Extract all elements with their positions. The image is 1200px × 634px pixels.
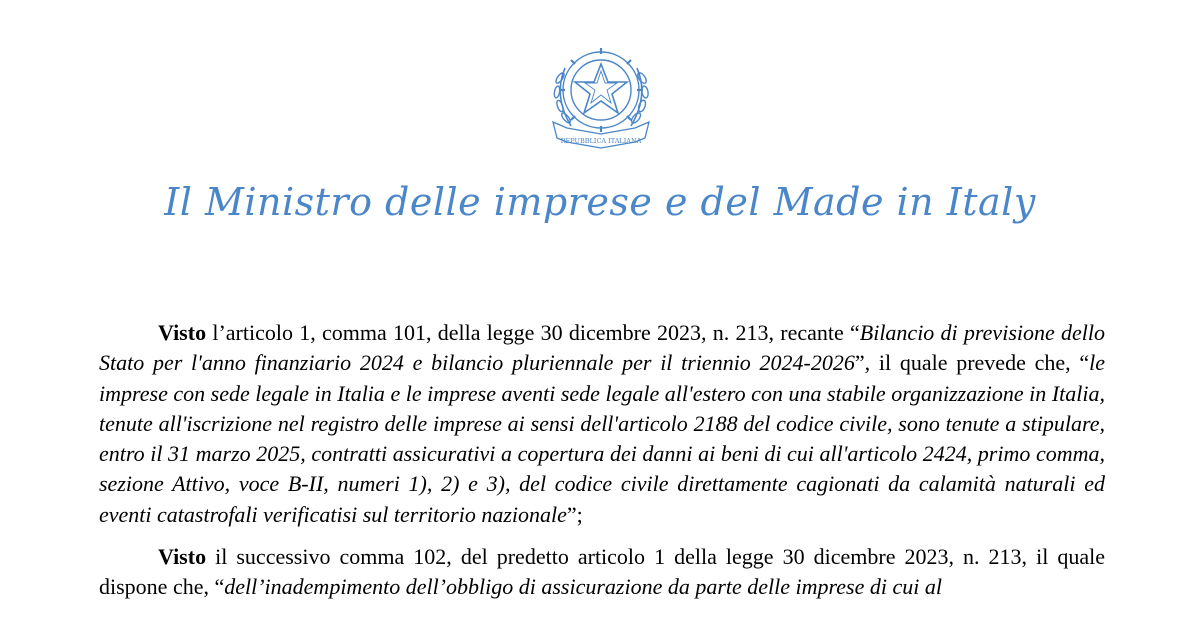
cited-quote: le imprese con sede legale in Italia e le imprese aventi sede legale all'estero con una stabile organizzazione in Italia, tenute all'iscrizione nel registro delle imprese ai sensi dell'articolo 2188 del codice civile, sono tenute a stipulare, entro il 31 marzo 2025, contratti assicurativi a copertura dei danni ai beni di cui all'articolo 2424, primo comma, sezione Attivo, voce B-II, numeri 1), 2) e 3), del codice civile direttamente cagionati da calamità naturali ed eventi catastrofali verificatisi sul territorio nazionale bbox=[99, 350, 1105, 527]
paragraph-text: ”, il quale prevede che, “ bbox=[854, 350, 1090, 376]
page-title: Il Ministro delle imprese e del Made in Italy bbox=[164, 180, 1036, 224]
svg-text:REPUBBLICA ITALIANA: REPUBBLICA ITALIANA bbox=[560, 137, 642, 145]
paragraph-lead: Visto bbox=[158, 544, 207, 570]
paragraph-2 bbox=[99, 542, 1105, 603]
paragraph-text: ”; bbox=[566, 501, 583, 527]
cited-title: Bilancio di previsione dello Stato per l'anno finanziario 2024 e bilancio pluriennale per il triennio 2024-2026 bbox=[99, 320, 1105, 376]
paragraph-1 bbox=[99, 318, 1105, 530]
paragraph-text: il successivo comma 102, del predetto articolo 1 della legge 30 dicembre 2023, n. 213, il quale dispone che, “ bbox=[99, 544, 1105, 600]
cited-quote: dell’inadempimento dell’obbligo di assicurazione da parte delle imprese di cui al bbox=[224, 574, 942, 600]
republic-emblem-icon bbox=[545, 38, 657, 154]
paragraph-text: l’articolo 1, comma 101, della legge 30 dicembre 2023, n. 213, recante “ bbox=[206, 320, 860, 345]
document-body bbox=[99, 318, 1105, 615]
paragraph-lead: Visto bbox=[158, 320, 207, 345]
